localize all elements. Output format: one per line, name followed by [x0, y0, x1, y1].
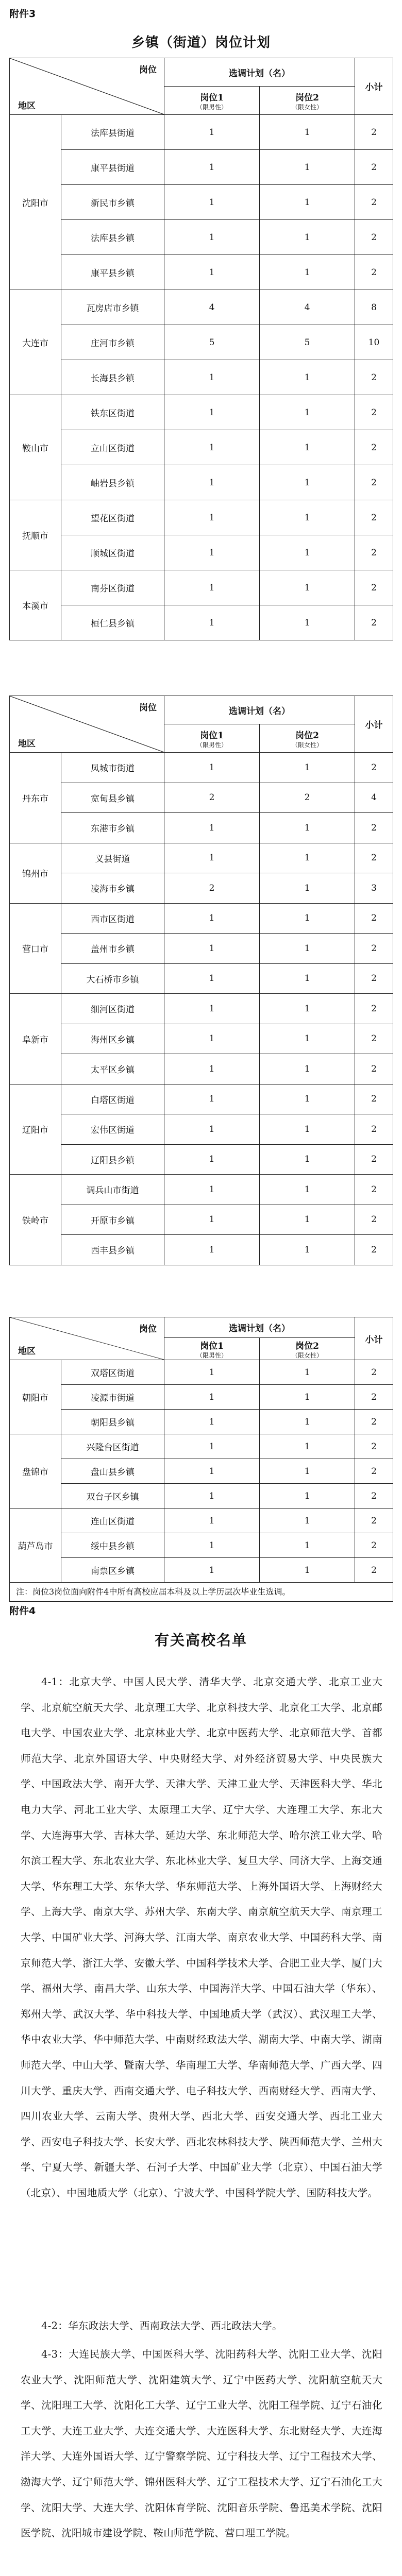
- subtotal-cell: 2: [355, 843, 393, 873]
- subtotal-cell: 2: [355, 1385, 393, 1410]
- subtotal-cell: 2: [355, 1235, 393, 1265]
- post2-count: 1: [260, 1205, 355, 1235]
- table-row: [10, 115, 393, 150]
- subtotal-cell: 2: [355, 1175, 393, 1205]
- subtotal-cell: 2: [355, 1360, 393, 1385]
- post1-count: 1: [164, 753, 260, 783]
- subtotal-cell: 2: [355, 115, 393, 150]
- post2-count: 1: [260, 994, 355, 1024]
- table-row: [10, 1235, 393, 1265]
- table-row: [10, 843, 393, 873]
- table-row: [10, 1509, 393, 1533]
- subtotal-cell: 2: [355, 1024, 393, 1054]
- table-row: [10, 994, 393, 1024]
- post2-count: 1: [260, 1509, 355, 1533]
- subtotal-cell: 2: [355, 395, 393, 430]
- region-cell: 铁岭市: [10, 1175, 61, 1265]
- subtotal-cell: 2: [355, 465, 393, 500]
- post1-count: 1: [164, 1144, 260, 1175]
- header-region: 地区: [18, 739, 36, 749]
- post-cell: 大石桥市乡镇: [61, 963, 164, 994]
- subtotal-cell: 2: [355, 753, 393, 783]
- post-cell: 西丰县乡镇: [61, 1235, 164, 1265]
- post2-count: 1: [260, 1360, 355, 1385]
- post2-count: 5: [260, 325, 355, 360]
- post-cell: 凌源市街道: [61, 1385, 164, 1410]
- post1-count: 1: [164, 1434, 260, 1459]
- table-row: [10, 255, 393, 290]
- post2-count: 1: [260, 220, 355, 255]
- post2-count: 1: [260, 1558, 355, 1583]
- post1-count: 1: [164, 1533, 260, 1558]
- header-diagonal-cell: [10, 696, 164, 753]
- header-post1: 岗位1 （限男性）: [164, 87, 260, 115]
- region-cell: 锦州市: [10, 843, 61, 903]
- subtotal-cell: 2: [355, 220, 393, 255]
- post2-count: 4: [260, 290, 355, 325]
- post2-count: 1: [260, 903, 355, 934]
- subtotal-cell: 2: [355, 1084, 393, 1114]
- post-cell: 瓦房店市乡镇: [61, 290, 164, 325]
- post-cell: 长海县乡镇: [61, 360, 164, 395]
- post2-count: 1: [260, 934, 355, 964]
- post1-count: 5: [164, 325, 260, 360]
- post2-count: 2: [260, 783, 355, 813]
- post-cell: 盘山县乡镇: [61, 1459, 164, 1484]
- table-row: [10, 220, 393, 255]
- post-cell: 绥中县乡镇: [61, 1533, 164, 1558]
- table-row: [10, 1205, 393, 1235]
- post1-count: 1: [164, 1054, 260, 1084]
- post1-count: 1: [164, 1024, 260, 1054]
- header-post: 岗位: [139, 1324, 157, 1334]
- post-cell: 宽甸县乡镇: [61, 783, 164, 813]
- post-cell: 新民市乡镇: [61, 185, 164, 220]
- region-cell: 本溪市: [10, 570, 61, 640]
- table-row: [10, 1533, 393, 1558]
- post2-count: 1: [260, 1459, 355, 1484]
- table-row: [10, 1114, 393, 1145]
- table-row: [10, 1084, 393, 1114]
- post-plan-table-2: [9, 696, 393, 1265]
- region-cell: 朝阳市: [10, 1360, 61, 1434]
- subtotal-cell: 2: [355, 903, 393, 934]
- university-list-4-1: 4-1：北京大学、中国人民大学、清华大学、北京交通大学、北京工业大学、北京航空航天大学、北京理工大学、北京科技大学、北京化工大学、北京邮电大学、中国农业大学、北京林业大学、北京中医药大学、北京师范大学、首都师范大学、北京外国语大学、中央财经大学、对外经济贸易大学、中央民族大学、中国政法大学、南开大学、天津大学、天津工业大学、天津医科大学、华北电力大学、河北工业大学、太原理工大学、辽宁大学、大连理工大学、东北大学、大连海事大学、吉林大学、延边大学、东北师范大学、哈尔滨工业大学、哈尔滨工程大学、东北农业大学、东北林业大学、复旦大学、同济大学、上海交通大学、华东理工大学、东华大学、华东师范大学、上海外国语大学、上海财经大学、上海大学、南京大学、苏州大学、东南大学、南京航空航天大学、南京理工大学、中国矿业大学、河海大学、江南大学、南京农业大学、中国药科大学、南京师范大学、浙江大学、安徽大学、中国科学技术大学、合肥工业大学、厦门大学、福州大学、南昌大学、山东大学、中国海洋大学、中国石油大学（华东）、郑州大学、武汉大学、华中科技大学、中国地质大学（武汉）、武汉理工大学、华中农业大学、华中师范大学、中南财经政法大学、湖南大学、中南大学、湖南师范大学、中山大学、暨南大学、华南理工大学、华南师范大学、广西大学、四川大学、重庆大学、西南交通大学、电子科技大学、西南财经大学、西南大学、四川农业大学、云南大学、贵州大学、西北大学、西安交通大学、西北工业大学、西安电子科技大学、长安大学、西北农林科技大学、陕西师范大学、兰州大学、宁夏大学、新疆大学、石河子大学、中国矿业大学（北京）、中国石油大学（北京）、中国地质大学（北京）、宁波大学、中国科学院大学、国防科技大学。: [21, 1676, 382, 2199]
- post2-count: 1: [260, 430, 355, 465]
- header-region: 地区: [18, 101, 36, 111]
- post1-count: 1: [164, 360, 260, 395]
- post2-count: 1: [260, 1144, 355, 1175]
- post-cell: 调兵山市街道: [61, 1175, 164, 1205]
- subtotal-cell: 2: [355, 1558, 393, 1583]
- subtotal-cell: 2: [355, 813, 393, 843]
- header-diagonal-cell: [10, 58, 164, 115]
- post1-count: 1: [164, 255, 260, 290]
- post1-count: 1: [164, 150, 260, 185]
- table-row: [10, 150, 393, 185]
- table-row: [10, 605, 393, 640]
- subtotal-cell: 8: [355, 290, 393, 325]
- post1-count: 1: [164, 570, 260, 605]
- post1-count: 1: [164, 605, 260, 640]
- post-cell: 法库县乡镇: [61, 220, 164, 255]
- post1-count: 1: [164, 115, 260, 150]
- subtotal-cell: 2: [355, 1533, 393, 1558]
- header-subtotal: 小计: [355, 696, 393, 753]
- region-cell: 葫芦岛市: [10, 1509, 61, 1583]
- post1-count: 1: [164, 1235, 260, 1265]
- post-cell: 桓仁县乡镇: [61, 605, 164, 640]
- subtotal-cell: 2: [355, 1144, 393, 1175]
- post2-count: 1: [260, 813, 355, 843]
- post2-count: 1: [260, 963, 355, 994]
- subtotal-cell: 2: [355, 934, 393, 964]
- table-row: [10, 813, 393, 843]
- table-row: [10, 430, 393, 465]
- post2-count: 1: [260, 753, 355, 783]
- post1-count: 1: [164, 1205, 260, 1235]
- post-cell: 双台子区乡镇: [61, 1484, 164, 1509]
- subtotal-cell: 2: [355, 963, 393, 994]
- header-region: 地区: [18, 1346, 36, 1357]
- post-plan-table-1: [9, 58, 393, 640]
- header-post1: 岗位1 （限男性）: [164, 1338, 260, 1360]
- table-row: [10, 1054, 393, 1084]
- post2-count: 1: [260, 465, 355, 500]
- region-cell: 沈阳市: [10, 115, 61, 290]
- post1-count: 1: [164, 465, 260, 500]
- table-row: [10, 1558, 393, 1583]
- header-post2: 岗位2 （限女性）: [260, 724, 355, 753]
- subtotal-cell: 2: [355, 1114, 393, 1145]
- post-cell: 凤城市街道: [61, 753, 164, 783]
- subtotal-cell: 2: [355, 150, 393, 185]
- subtotal-cell: 2: [355, 500, 393, 535]
- subtotal-cell: 2: [355, 1509, 393, 1533]
- subtotal-cell: 2: [355, 1205, 393, 1235]
- post2-count: 1: [260, 1533, 355, 1558]
- post1-count: 1: [164, 994, 260, 1024]
- post2-count: 1: [260, 1484, 355, 1509]
- post-cell: 法库县街道: [61, 115, 164, 150]
- table-row: [10, 185, 393, 220]
- post-cell: 庄河市乡镇: [61, 325, 164, 360]
- subtotal-cell: 2: [355, 185, 393, 220]
- subtotal-cell: 2: [355, 570, 393, 605]
- header-plan: 选调计划（名）: [164, 58, 355, 87]
- post2-count: 1: [260, 395, 355, 430]
- table-row: [10, 1484, 393, 1509]
- region-cell: 抚顺市: [10, 500, 61, 570]
- table-row: [10, 465, 393, 500]
- attachment3-label: 附件3: [9, 8, 36, 20]
- subtotal-cell: 3: [355, 873, 393, 904]
- subtotal-cell: 2: [355, 1484, 393, 1509]
- post-cell: 东港市乡镇: [61, 813, 164, 843]
- subtotal-cell: 10: [355, 325, 393, 360]
- region-cell: 盘锦市: [10, 1434, 61, 1509]
- post1-count: 2: [164, 783, 260, 813]
- table-row: [10, 783, 393, 813]
- post2-count: 1: [260, 255, 355, 290]
- post-cell: 望花区街道: [61, 500, 164, 535]
- post-cell: 铁东区街道: [61, 395, 164, 430]
- post-cell: 西市区街道: [61, 903, 164, 934]
- header-plan: 选调计划（名）: [164, 1317, 355, 1338]
- post2-count: 1: [260, 1114, 355, 1145]
- post-cell: 立山区街道: [61, 430, 164, 465]
- post1-count: 1: [164, 1385, 260, 1410]
- post2-count: 1: [260, 1084, 355, 1114]
- post-cell: 朝阳县乡镇: [61, 1410, 164, 1434]
- post1-count: 1: [164, 1360, 260, 1385]
- attachment4-title: 有关高校名单: [154, 1632, 247, 1649]
- post-cell: 南芬区街道: [61, 570, 164, 605]
- post-cell: 开原市乡镇: [61, 1205, 164, 1235]
- subtotal-cell: 2: [355, 255, 393, 290]
- post1-count: 1: [164, 1410, 260, 1434]
- post-cell: 细河区街道: [61, 994, 164, 1024]
- header-subtotal: 小计: [355, 1317, 393, 1360]
- post2-count: 1: [260, 605, 355, 640]
- subtotal-cell: 2: [355, 1434, 393, 1459]
- post1-count: 1: [164, 1175, 260, 1205]
- post-cell: 康平县乡镇: [61, 255, 164, 290]
- region-cell: 鞍山市: [10, 395, 61, 500]
- university-list-4-3: 4-3：大连民族大学、中国医科大学、沈阳药科大学、沈阳工业大学、沈阳农业大学、沈阳师范大学、沈阳建筑大学、辽宁中医药大学、沈阳航空航天大学、沈阳理工大学、沈阳化工大学、辽宁工业大学、沈阳工程学院、辽宁石油化工大学、大连工业大学、大连交通大学、大连医科大学、东北财经大学、大连海洋大学、大连外国语大学、辽宁警察学院、辽宁科技大学、辽宁工程技术大学、渤海大学、辽宁师范大学、锦州医科大学、辽宁工程技术大学、辽宁石油化工大学、沈阳大学、大连大学、沈阳体育学院、沈阳音乐学院、鲁迅美术学院、沈阳医学院、沈阳城市建设学院、鞍山师范学院、营口理工学院。: [21, 2348, 382, 2539]
- post2-count: 1: [260, 1385, 355, 1410]
- post1-count: 1: [164, 500, 260, 535]
- table-row: [10, 1175, 393, 1205]
- post1-count: 1: [164, 185, 260, 220]
- post-cell: 太平区乡镇: [61, 1054, 164, 1084]
- post-cell: 辽阳县乡镇: [61, 1144, 164, 1175]
- post1-count: 1: [164, 395, 260, 430]
- post1-count: 1: [164, 1558, 260, 1583]
- post1-count: 1: [164, 1484, 260, 1509]
- university-list-4-2: 4-2：华东政法大学、西南政法大学、西北政法大学。: [41, 2320, 282, 2332]
- post2-count: 1: [260, 150, 355, 185]
- header-plan: 选调计划（名）: [164, 696, 355, 724]
- table-row: [10, 963, 393, 994]
- subtotal-cell: 4: [355, 783, 393, 813]
- subtotal-cell: 2: [355, 430, 393, 465]
- post-cell: 海州区乡镇: [61, 1024, 164, 1054]
- post-cell: 南票区乡镇: [61, 1558, 164, 1583]
- table-row: [10, 500, 393, 535]
- table-row: [10, 1385, 393, 1410]
- post2-count: 1: [260, 1175, 355, 1205]
- subtotal-cell: 2: [355, 994, 393, 1024]
- region-cell: 阜新市: [10, 994, 61, 1084]
- post2-count: 1: [260, 1434, 355, 1459]
- header-post: 岗位: [139, 703, 157, 713]
- post1-count: 1: [164, 1084, 260, 1114]
- post2-count: 1: [260, 535, 355, 570]
- header-diagonal-cell: [10, 1317, 164, 1360]
- table-row: [10, 570, 393, 605]
- post-cell: 岫岩县乡镇: [61, 465, 164, 500]
- post2-count: 1: [260, 1024, 355, 1054]
- post-cell: 宏伟区街道: [61, 1114, 164, 1145]
- post1-count: 1: [164, 903, 260, 934]
- post-cell: 凌海市乡镇: [61, 873, 164, 904]
- subtotal-cell: 2: [355, 1054, 393, 1084]
- post1-count: 1: [164, 220, 260, 255]
- post1-count: 1: [164, 535, 260, 570]
- table-row: [10, 1024, 393, 1054]
- region-cell: 大连市: [10, 290, 61, 395]
- post-cell: 兴隆台区街道: [61, 1434, 164, 1459]
- table-row: [10, 1144, 393, 1175]
- post1-count: 1: [164, 934, 260, 964]
- post2-count: 1: [260, 1054, 355, 1084]
- region-cell: 丹东市: [10, 753, 61, 843]
- table-row: [10, 290, 393, 325]
- table-row: [10, 1360, 393, 1385]
- post1-count: 4: [164, 290, 260, 325]
- post2-count: 1: [260, 360, 355, 395]
- header-post2: 岗位2 （限女性）: [260, 1338, 355, 1360]
- table-row: [10, 325, 393, 360]
- table-row: [10, 1410, 393, 1434]
- subtotal-cell: 2: [355, 535, 393, 570]
- post-cell: 白塔区街道: [61, 1084, 164, 1114]
- header-post2: 岗位2 （限女性）: [260, 87, 355, 115]
- post-plan-table-3: [9, 1317, 393, 1602]
- post1-count: 1: [164, 963, 260, 994]
- post1-count: 1: [164, 843, 260, 873]
- post2-count: 1: [260, 1235, 355, 1265]
- header-post: 岗位: [139, 65, 157, 75]
- table-row: [10, 873, 393, 904]
- table-row: [10, 1459, 393, 1484]
- table-row: [10, 360, 393, 395]
- post-cell: 顺城区街道: [61, 535, 164, 570]
- region-cell: 营口市: [10, 903, 61, 994]
- header-subtotal: 小计: [355, 58, 393, 115]
- table-row: [10, 934, 393, 964]
- attachment4-label: 附件4: [9, 1605, 36, 1617]
- table-row: [10, 535, 393, 570]
- post1-count: 1: [164, 1459, 260, 1484]
- post1-count: 1: [164, 430, 260, 465]
- post2-count: 1: [260, 873, 355, 904]
- post1-count: 1: [164, 813, 260, 843]
- post1-count: 1: [164, 1114, 260, 1145]
- post1-count: 1: [164, 1509, 260, 1533]
- subtotal-cell: 2: [355, 605, 393, 640]
- subtotal-cell: 2: [355, 1410, 393, 1434]
- attachment3-title: 乡镇（街道）岗位计划: [131, 35, 271, 50]
- post-cell: 连山区街道: [61, 1509, 164, 1533]
- post-cell: 义县街道: [61, 843, 164, 873]
- post2-count: 1: [260, 185, 355, 220]
- post2-count: 1: [260, 570, 355, 605]
- table-row: [10, 395, 393, 430]
- post1-count: 2: [164, 873, 260, 904]
- post-cell: 康平县街道: [61, 150, 164, 185]
- post2-count: 1: [260, 1410, 355, 1434]
- table-row: [10, 1434, 393, 1459]
- post-cell: 盖州市乡镇: [61, 934, 164, 964]
- table-note: 注：岗位3岗位面向附件4中所有高校应届本科及以上学历层次毕业生选调。: [10, 1583, 393, 1602]
- post2-count: 1: [260, 115, 355, 150]
- post2-count: 1: [260, 843, 355, 873]
- region-cell: 辽阳市: [10, 1084, 61, 1175]
- subtotal-cell: 2: [355, 1459, 393, 1484]
- table-row: [10, 753, 393, 783]
- post-cell: 双塔区街道: [61, 1360, 164, 1385]
- post2-count: 1: [260, 500, 355, 535]
- header-post1: 岗位1 （限男性）: [164, 724, 260, 753]
- subtotal-cell: 2: [355, 360, 393, 395]
- table-row: [10, 903, 393, 934]
